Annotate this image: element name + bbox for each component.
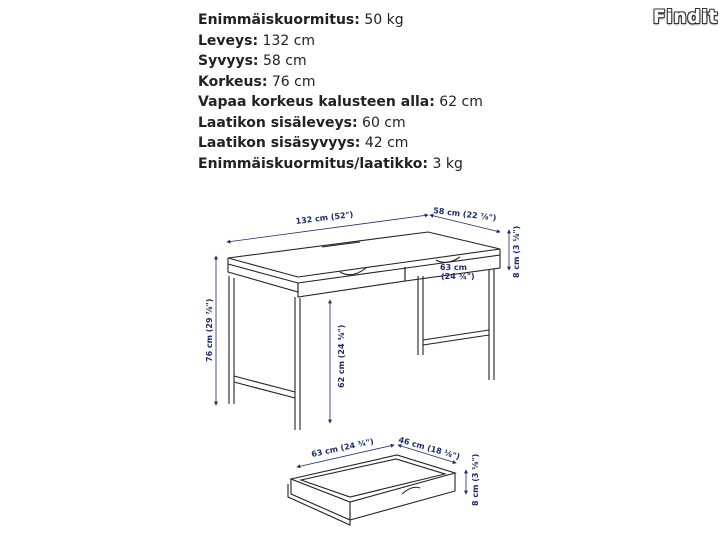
spec-label: Korkeus: — [198, 73, 268, 90]
leg-front-left — [295, 297, 300, 430]
drawer-illustration — [288, 455, 455, 525]
spec-label: Laatikon sisäleveys: — [198, 114, 358, 131]
spec-label: Laatikon sisäsyvyys: — [198, 135, 361, 151]
drawer-body-right — [350, 473, 455, 520]
spec-value: 50 kg — [359, 12, 404, 28]
drawer-depth-dim-label: 46 cm (18 ⅛") — [397, 435, 461, 462]
depth-dim-label: 58 cm (22 ⅞") — [432, 206, 497, 223]
spec-label: Enimmäiskuormitus/laatikko: — [198, 155, 429, 172]
foot-bar-left — [234, 376, 295, 398]
leg-front-right — [489, 269, 494, 380]
foot-bar-right — [423, 330, 489, 345]
height-dim-label: 76 cm (29 ⅞") — [205, 298, 214, 362]
spec-value: 60 cm — [357, 114, 406, 131]
spec-label: Syvyys: — [198, 53, 259, 69]
spec-label: Leveys: — [198, 32, 259, 49]
drawer-height-dim-label: 8 cm (3 ⅛") — [512, 225, 521, 278]
spec-value: 58 cm — [258, 53, 307, 69]
findit-logo[interactable]: Findit — [652, 6, 718, 28]
spec-label: Enimmäiskuormitus: — [198, 12, 360, 28]
clearance-dim-label: 62 cm (24 ⅜") — [337, 324, 346, 388]
spec-value: 132 cm — [258, 32, 316, 49]
drawer-top-rim — [291, 455, 455, 502]
spec-value: 62 cm — [434, 94, 483, 110]
drawer-body-front — [291, 479, 350, 520]
drawer-cutout — [402, 487, 420, 494]
drawer-front-left — [298, 267, 405, 297]
leg-back-left — [229, 276, 234, 404]
drawer-height-dim-label2: 8 cm (3 ⅛") — [471, 453, 480, 506]
desk-apron — [228, 264, 298, 292]
drawer-width-dim-label-b: (24 ¾") — [441, 272, 475, 281]
drawer-width-dim-label-a: 63 cm — [440, 263, 467, 272]
width-dim-label: 132 cm (52") — [295, 209, 354, 226]
spec-value: 42 cm — [360, 135, 409, 151]
spec-label: Vapaa korkeus kalusteen alla: — [198, 94, 435, 110]
desk-illustration — [228, 232, 500, 430]
drawer-dimensions — [297, 435, 480, 506]
drawer-width-dim-label: 63 cm (24 ¾") — [310, 436, 375, 459]
leg-back-right — [418, 276, 423, 355]
desk-dimensions — [205, 206, 521, 423]
spec-value: 76 cm — [267, 73, 316, 90]
spec-value: 3 kg — [428, 155, 463, 172]
